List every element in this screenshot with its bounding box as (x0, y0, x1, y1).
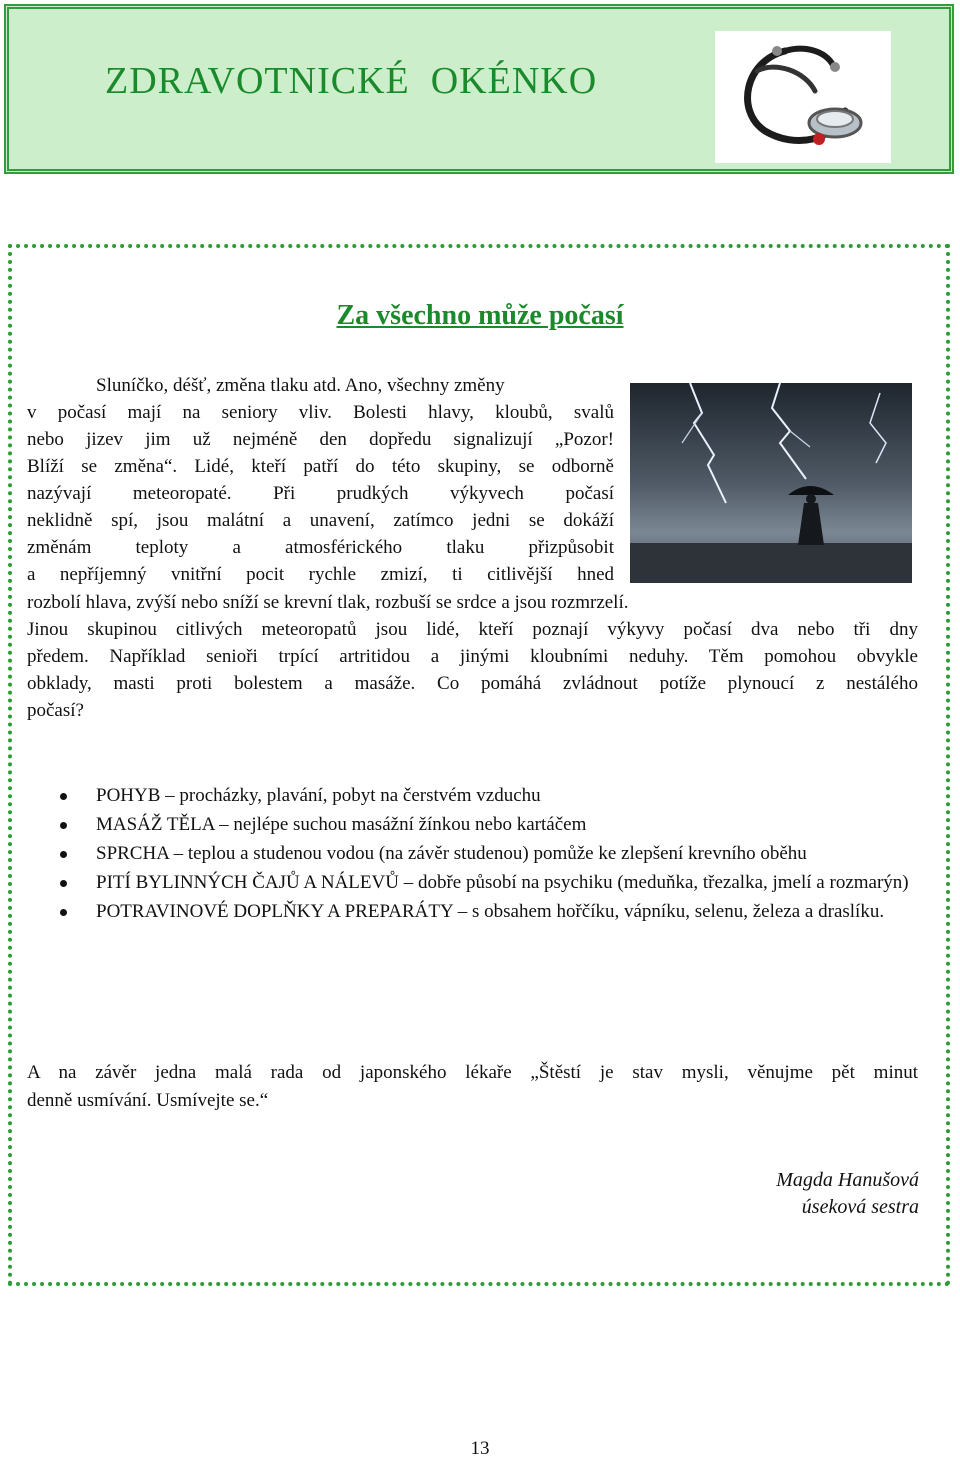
page-number: 13 (470, 1438, 490, 1459)
list-item (58, 840, 928, 867)
intro-line: neklidně spí, jsou malátní a unavení, zatímco jedni se dokáží (27, 510, 614, 531)
tips-list (58, 782, 928, 927)
bullet-icon (60, 793, 67, 800)
list-item (58, 811, 928, 838)
tip-text: SPRCHA – teplou a studenou vodou (na závěr studenou) pomůže ke zlepšení krevního oběhu (96, 843, 807, 864)
author-role: úseková sestra (801, 1196, 919, 1218)
tip-text: POHYB – procházky, plavání, pobyt na čerstvém vzduchu (96, 785, 541, 806)
list-item (58, 869, 928, 896)
intro-line: rozbolí hlava, zvýší nebo sníží se krevní tlak, rozbuší se srdce a jsou rozmrzelí. (27, 592, 629, 613)
header-banner (4, 4, 954, 174)
author-name: Magda Hanušová (776, 1169, 919, 1191)
bullet-icon (60, 851, 67, 858)
bullet-icon (60, 822, 67, 829)
intro-line: Sluníčko, déšť, změna tlaku atd. Ano, všechny změny (96, 375, 505, 396)
intro-line: nazývají meteoropaté. Při prudkých výkyvech počasí (27, 483, 614, 504)
storm-umbrella-photo (630, 383, 912, 583)
intro-line: předem. Například senioři trpící artritidou a jinými kloubními neduhy. Těm pomohou obvykle (27, 646, 918, 667)
bullet-icon (60, 880, 67, 887)
stethoscope-icon (715, 31, 891, 163)
list-item (58, 782, 928, 809)
intro-line: nebo jizev jim už nejméně den dopředu signalizují „Pozor! (27, 429, 614, 450)
closing-line: denně usmívání. Usmívejte se.“ (27, 1090, 269, 1111)
list-item (58, 898, 928, 925)
intro-line: změnám teploty a atmosférického tlaku přizpůsobit (27, 537, 614, 558)
article-title: Za všechno může počasí (336, 300, 624, 331)
intro-line: Jinou skupinou citlivých meteoropatů jsou lidé, kteří poznají výkyvy počasí dva nebo tři dny (27, 619, 918, 640)
closing-line: A na závěr jedna malá rada od japonského lékaře „Štěstí je stav mysli, věnujme pět minut (27, 1062, 918, 1083)
tip-text: PITÍ BYLINNÝCH ČAJŮ A NÁLEVŮ – dobře působí na psychiku (meduňka, třezalka, jmelí a rozmarýn) (96, 872, 909, 893)
intro-line: a nepříjemný vnitřní pocit rychle zmizí, ti citlivější hned (27, 564, 614, 585)
intro-line: počasí? (27, 700, 84, 721)
section-title: ZDRAVOTNICKÉ OKÉNKO (105, 60, 598, 102)
intro-line: v počasí mají na seniory vliv. Bolesti hlavy, kloubů, svalů (27, 402, 614, 423)
tip-text: MASÁŽ TĚLA – nejlépe suchou masážní žínkou nebo kartáčem (96, 814, 587, 835)
tip-text: POTRAVINOVÉ DOPLŇKY A PREPARÁTY – s obsahem hořčíku, vápníku, selenu, železa a draslíku. (96, 901, 885, 922)
intro-line: Blíží se změna“. Lidé, kteří patří do této skupiny, se odborně (27, 456, 614, 477)
intro-line: obklady, masti proti bolestem a masáže. Co pomáhá zvládnout potíže plynoucí z nestálého (27, 673, 918, 694)
bullet-icon (60, 909, 67, 916)
